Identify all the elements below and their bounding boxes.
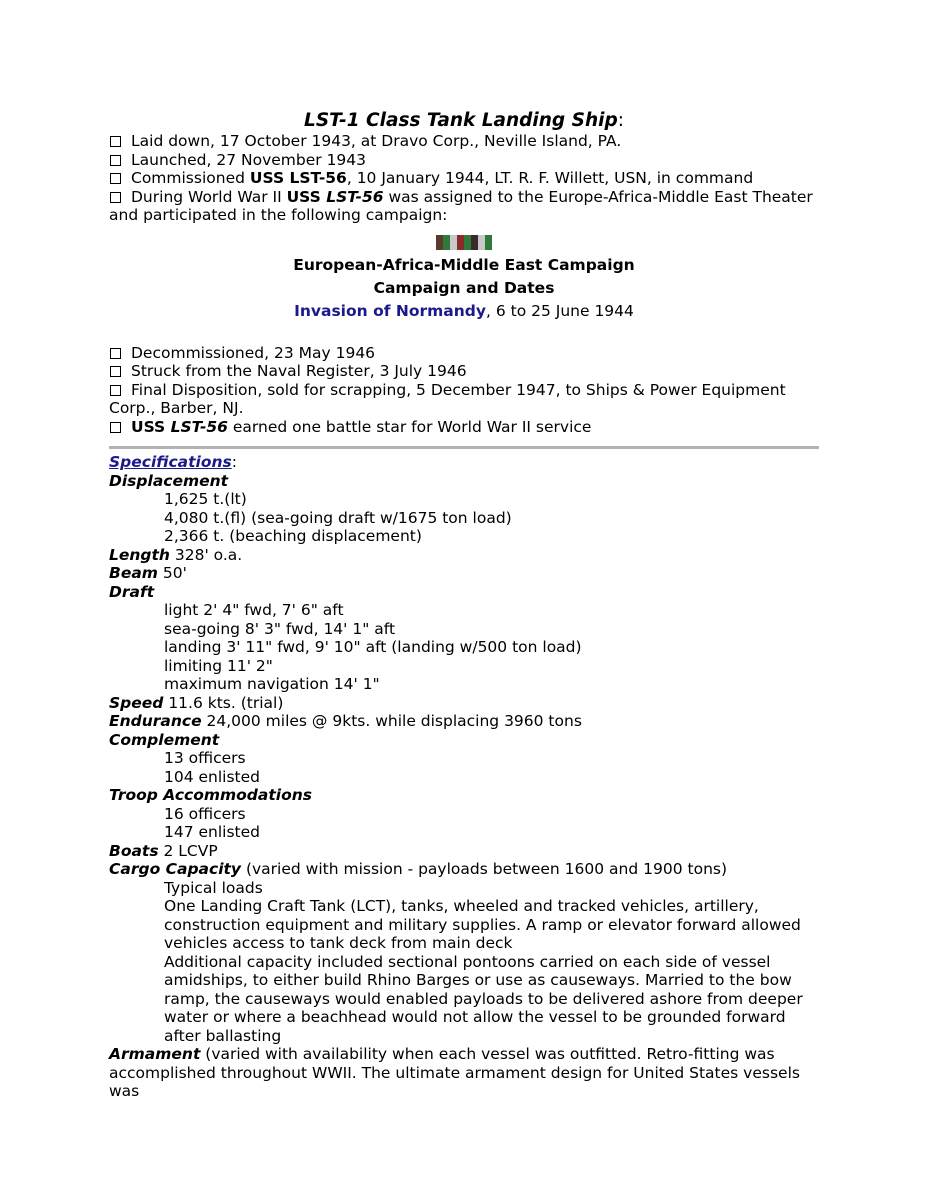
spec-boats: Boats 2 LCVP	[109, 841, 218, 860]
checkbox-icon	[110, 136, 121, 147]
document-page	[109, 110, 819, 1101]
spec-paragraph: One Landing Craft Tank (LCT), tanks, wheeled and tracked vehicles, artillery, construction equipment and military supplies. A ramp or elevator forward allowed vehicles access to tank deck from main deck	[164, 897, 801, 952]
spec-value: 104 enlisted	[164, 767, 261, 786]
checkbox-icon	[110, 192, 121, 203]
ribbon-stripe	[464, 235, 471, 250]
list-item-ww2-cont: and participated in the following campaign:	[109, 206, 448, 224]
campaign-entry: Invasion of Normandy, 6 to 25 June 1944	[294, 301, 634, 320]
spec-value: limiting 11' 2"	[164, 656, 273, 675]
spec-length: Length 328' o.a.	[109, 545, 243, 564]
spec-complement: Complement	[109, 730, 220, 749]
spec-value: 13 officers	[164, 749, 246, 767]
spec-beam: Beam 50'	[109, 564, 187, 582]
campaign-subheading: Campaign and Dates	[373, 278, 555, 297]
spec-value: Typical loads	[164, 878, 263, 897]
checkbox-icon	[110, 348, 121, 359]
ribbon-stripe	[443, 235, 450, 250]
spec-paragraph: Additional capacity included sectional pontoons carried on each side of vessel amidships, to either build Rhino Barges or use as causeways. Married to the bow ramp, the causeways would enabled payloads to be delivered ashore from deeper water or where a beachhead would not allow the vessel to be grounded forward after ballasting	[164, 952, 803, 1045]
campaign-block	[109, 235, 819, 323]
list-item-battle-star: USS LST-56 earned one battle star for World War II service	[109, 418, 819, 437]
operation-link[interactable]: Invasion of Normandy	[294, 301, 486, 320]
ribbon-stripe	[485, 235, 492, 250]
spec-speed: Speed 11.6 kts. (trial)	[109, 693, 284, 712]
spec-endurance: Endurance 24,000 miles @ 9kts. while displacing 3960 tons	[109, 712, 582, 730]
spec-value: maximum navigation 14' 1"	[164, 675, 380, 693]
spec-value: 4,080 t.(fl) (sea-going draft w/1675 ton load)	[164, 508, 512, 527]
campaign-heading: European-Africa-Middle East Campaign	[293, 255, 635, 274]
spec-cargo: Cargo Capacity (varied with mission - payloads between 1600 and 1900 tons)	[109, 860, 728, 878]
list-item-decommissioned: Decommissioned, 23 May 1946	[109, 344, 819, 363]
list-item-laid-down: Laid down, 17 October 1943, at Dravo Corp., Neville Island, PA.	[109, 132, 819, 151]
section-divider	[109, 446, 819, 449]
specifications-heading: Specifications:	[109, 453, 237, 471]
ribbon-stripe	[471, 235, 478, 250]
ribbon-stripe	[478, 235, 485, 250]
spec-troop: Troop Accommodations	[109, 786, 312, 804]
checkbox-icon	[110, 155, 121, 166]
spec-value: 2,366 t. (beaching displacement)	[164, 527, 422, 545]
spec-value: light 2' 4" fwd, 7' 6" aft	[164, 601, 344, 619]
list-item-struck: Struck from the Naval Register, 3 July 1946	[109, 362, 819, 381]
checkbox-icon	[110, 385, 121, 396]
spec-displacement: Displacement	[109, 471, 229, 490]
spec-value: 1,625 t.(lt)	[164, 490, 247, 508]
list-item-ww2: During World War II USS LST-56 was assigned to the Europe-Africa-Middle East Theater	[109, 188, 819, 207]
spec-value: 16 officers	[164, 804, 246, 823]
spec-draft: Draft	[109, 582, 155, 601]
list-item-final-cont: Corp., Barber, NJ.	[109, 399, 244, 417]
checkbox-icon	[110, 173, 121, 184]
list-item-final: Final Disposition, sold for scrapping, 5 December 1947, to Ships & Power Equipment	[109, 381, 819, 400]
ribbon-stripe	[457, 235, 464, 250]
checkbox-icon	[110, 422, 121, 433]
list-item-launched: Launched, 27 November 1943	[109, 151, 819, 170]
ribbon-stripe	[450, 235, 457, 250]
spec-value: sea-going 8' 3" fwd, 14' 1" aft	[164, 619, 396, 638]
page-title: LST-1 Class Tank Landing Ship:	[304, 110, 624, 131]
spec-value: landing 3' 11" fwd, 9' 10" aft (landing w/500 ton load)	[164, 638, 582, 656]
spec-armament: Armament (varied with availability when each vessel was outfitted. Retro-fitting was accomplished throughout WWII. The ultimate armament design for United States vessels was	[109, 1045, 800, 1100]
specifications-link[interactable]: Specifications	[109, 453, 232, 471]
campaign-ribbon-icon	[436, 235, 492, 250]
checkbox-icon	[110, 366, 121, 377]
ribbon-stripe	[436, 235, 443, 250]
spec-value: 147 enlisted	[164, 823, 261, 841]
list-item-commissioned: Commissioned USS LST-56, 10 January 1944, LT. R. F. Willett, USN, in command	[109, 169, 819, 188]
